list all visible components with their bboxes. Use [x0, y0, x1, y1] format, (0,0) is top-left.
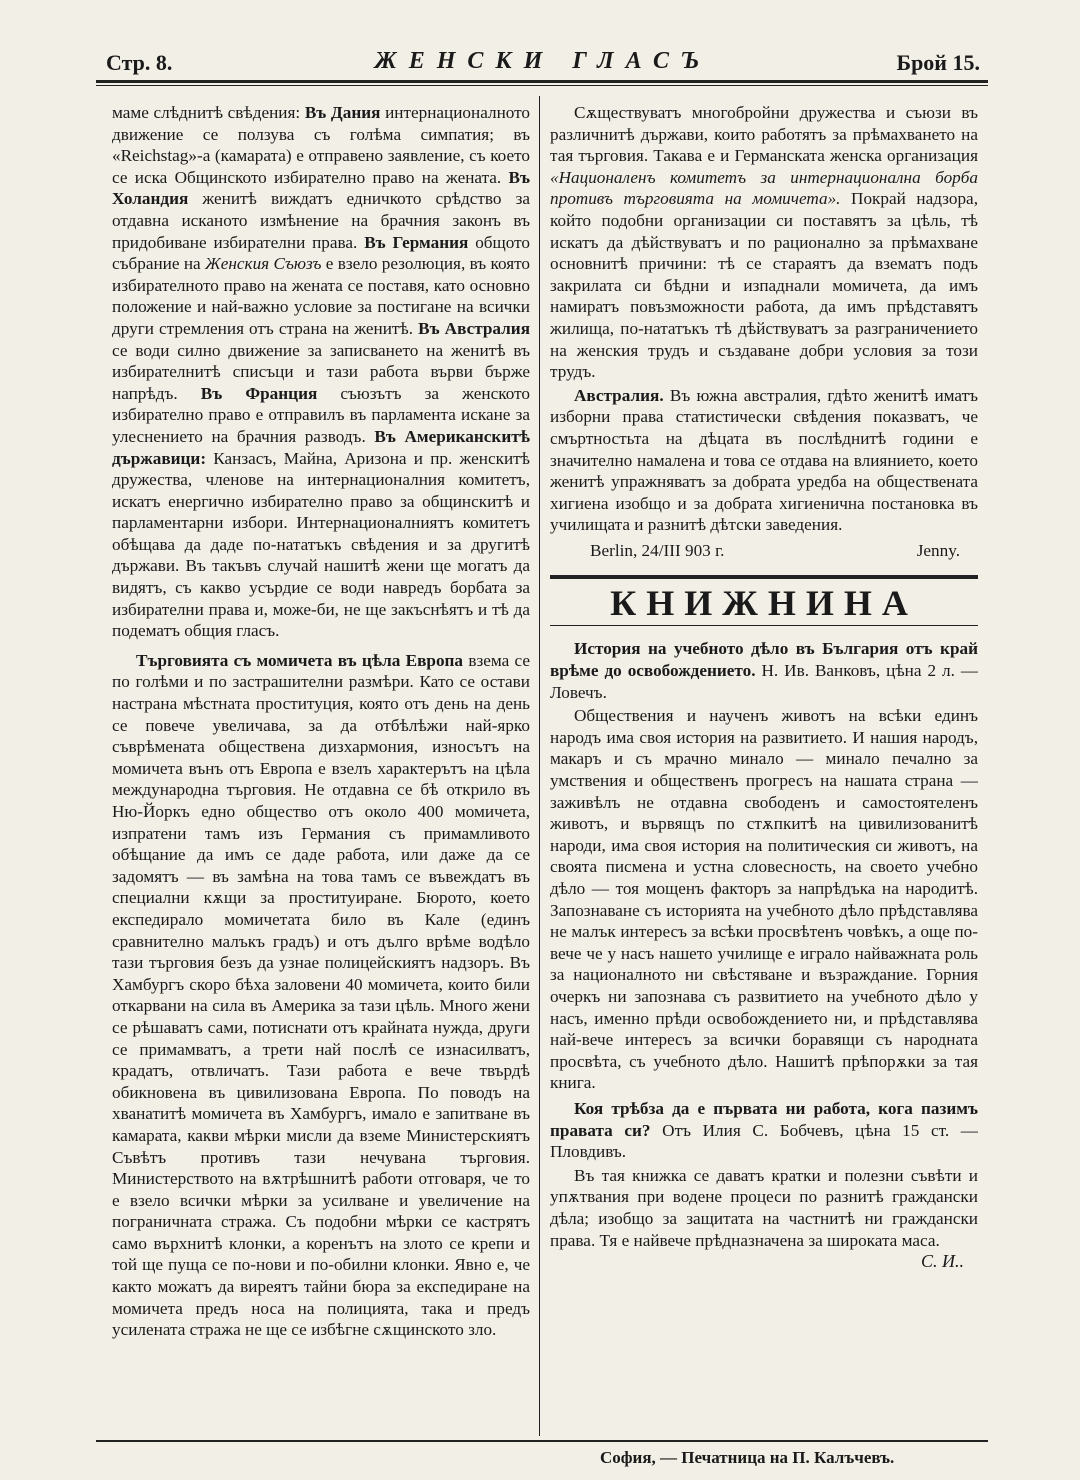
printer-imprint: София, — Печатница на П. Калъчевъ. [600, 1448, 895, 1467]
country-label-australia: Въ Австралия [418, 318, 530, 338]
text-run: се води силно движение за записването на женитѣ въ избирателнитѣ списъци и тази работа върви бърже напрѣдъ. [112, 340, 530, 403]
book-title: Коя трѣбза да е първата ни работа, кога пазимъ правата си? [550, 1098, 978, 1140]
text-run: Канзасъ, Майна, Аризона и пр. женскитѣ дружества, членове на интернационалния комитетъ, искатъ енергично избирателно право за общинскитѣ и парламентарни избори. Интернационалниятъ комитетъ обѣщава да даде по-нататъкъ свѣдения и за другитѣ държави. Въ такъвъ случай нашитѣ жени ще могатъ да видятъ, съ какво усърдие се води навредъ борбата за избирателни права и, може-би, не ще закъснѣятъ и тѣ да подематъ общия гласъ. [112, 448, 530, 641]
country-label-france: Въ Франция [200, 383, 318, 403]
text-run: маме слѣднитѣ свѣдения: [112, 103, 301, 122]
dateline: Berlin, 24/III 903 г. [590, 540, 725, 560]
text-run: е взело резолюция, въ която избирателното право на жената се поставя, като основно положение и най-важно условие за постигане на всички други стремления отъ страна на женитѣ. [112, 254, 530, 338]
column-divider [539, 96, 540, 1436]
text-run: съюзътъ за женското избирателно право е отправилъ въ парламента искане за улеснението на брачния разводъ. [112, 383, 530, 446]
paragraph-organisations [550, 102, 978, 383]
issue-number: Брой 15. [896, 50, 980, 75]
header-rule [96, 80, 988, 83]
text-run: женитѣ виждатъ едничкото срѣдство за отдавна исканото измѣнение на брачния законъ въ придобиване избирателни права. [112, 189, 530, 252]
book-review-2-text: Въ тая книжка се даватъ кратки и полезни съвѣти и упѫтвания при водене процеси по разнитѣ граждански дѣла; изобщо за защитата на частнитѣ ни граждански права. Тя е найвече прѣдназначена за широката маса. [550, 1165, 978, 1250]
text-run: Сѫществуватъ многобройни дружества и съюзи въ различнитѣ държави, които работятъ за прѣмахването на тая търговия. Такава е и Германската женска организация [550, 103, 978, 166]
organisation-name: «Националенъ комитетъ за интернационална борба противъ търговията на момичета». [550, 167, 978, 209]
text-run: взема се по голѣми и по застрашителни размѣри. Като се остави настрана мѣстната проституция, която отъ день на день се повече увеличава, за да отбѣлѣжи най-ярко съврѣмената обществена дизхармония, износътъ на момичета вънъ отъ Европа е взелъ характерътъ на цѣла международна търговия. Не отдавна се бѣ открило въ Ню-Йоркъ едно общество отъ около 400 момичета, изпратени тамъ изъ Германия съ примамливото обѣщание да имъ се даде работа, или даже да се задомятъ — въ замѣна на това тамъ се въвеждатъ въ специални кѫщи за проституиране. Бюрото, което експедирало момичетата било въ Кале (единъ сравнително малъкъ градъ) и отъ дълго врѣме водѣло тази търговия безъ да узнае полицейскиятъ надзоръ. Въ Хамбургъ скоро бѣха заловени 40 момичета, които били откарвани на сила въ Америка за тази цѣль. Много жени се рѣшаватъ сами, потиснати отъ крайната нужда, други се примамватъ, а трети най послѣ се изнасилватъ, крадатъ, отвличатъ. Тази работа е вече твърдѣ обикновена въ цивилизована Европа. По поводъ на хванатитѣ момичета въ Хамбургъ, имало е запитване въ камарата, какви мѣрки мисли да вземе Министерскиятъ Съвѣтъ противъ тази нечувана търговия. Министерството на вѫтрѣшнитѣ работи отговаря, че то е взело всички мѣрки за усилване и увеличение на пограничната стража. Съ подобни мѣрки се кастрятъ само върхнитѣ клонки, а коренътъ на злото се крепи и той ще пуща се по-нови и по-обилни клонки. Явно е, че както можатъ да виреятъ тайни бюра за експедиране на момичета предъ носа на полицията, така и предъ усилената стража не ще се избѣгне сѫщинското зло. [112, 650, 530, 1340]
country-label-america: Въ Американскитѣ държавици: [112, 426, 530, 468]
paragraph-suffrage-news [112, 102, 530, 642]
book-review-1 [550, 638, 978, 703]
country-label-australia: Австралия. [574, 385, 664, 405]
country-label-germany: Въ Германия [364, 232, 469, 252]
text-run: Покрай надзора, който подобни организации си поставятъ за цѣль, тѣ искатъ да дѣйствуватъ и по рационално за прѣмахване основнитѣ причини: тѣ се стараятъ да взематъ подъ закрилата си бѣдни и изпаднали момичета, да имъ намиратъ повъзможности работа, да имъ прѣдставятъ жилища, по-нататъкъ тѣ дѣйствуватъ за разграничението на женския трудъ и създаване добри условия за този трудъ. [550, 189, 978, 382]
left-column [112, 102, 530, 1440]
author-name: Jenny. [916, 540, 960, 560]
book-meta: Н. Ив. Ванковъ, цѣна 2 л. — Ловечъ. [550, 661, 978, 702]
country-label-holland: Въ Холандия [112, 167, 530, 209]
book-meta: Отъ Илия С. Бобчевъ, цѣна 15 ст. — Пловдивъ. [550, 1120, 978, 1162]
book-review-1-text: Обществения и наученъ животъ на всѣки единъ народъ има своя история на развитието. И нашия народъ, макаръ и съ мрачно минало — минало печално за умствения и общественъ прогресъ на нашата страна — заживѣлъ не отдавна свободенъ и самостоятеленъ животъ, и вървящъ по стѫпкитѣ на цивилизованитѣ народи, има своя история на политическия си животъ, на своята писмена и устна словесность, на своето учебно дѣло — тоя мощенъ факторъ за напрѣдъка на народитѣ. Запознаване съ историята на учебното дѣло прѣдставлява не малък интересъ за всѣки просвѣтенъ човѣкъ, а още по-вече че у насъ нашето училище е играло найважната роль за националното ни свѣстяване и възраждание. Горния очеркъ ни запознава съ развитието на учебното дѣло у насъ, именно прѣди освобождението ни, и прѣдставлява най-вече интересъ за всички боравящи съ народната просвѣта, съ учебното дѣло. Нашитѣ прѣпорѫки за тая книга. [550, 706, 978, 1093]
organisation-name: Женския Съюзъ [205, 254, 322, 274]
masthead-title: ЖЕНСКИ ГЛАСЪ [374, 48, 712, 74]
article-heading-trafficking: Търговията съ момичета въ цѣла Европа [136, 650, 464, 670]
text-run: интернационалното движение се ползува съ голѣма симпатия; въ «Reichstag»-а (камарата) е отправено заявление, съ което се иска Общинското избирателно право на жената. [112, 103, 530, 187]
reviewer-initials: С. И.. [920, 1251, 964, 1272]
book-title: История на учебното дѣло въ България отъ край врѣме до освобождението. [550, 639, 978, 681]
correspondent-signature [550, 536, 978, 562]
right-column [550, 102, 978, 1440]
page-number: Стр. 8. [106, 50, 173, 75]
page-header [98, 48, 988, 78]
header-rule-thin [96, 85, 988, 86]
section-heading: КНИЖНИНА [550, 575, 978, 626]
footer-rule [96, 1440, 988, 1442]
text-run: общото събрание на [112, 232, 530, 274]
book-review-2 [550, 1098, 978, 1163]
paragraph-australia [550, 385, 978, 536]
country-label-denmark: Въ Дания [304, 103, 381, 122]
text-run: Въ южна австралия, гдѣто женитѣ иматъ изборни права статистически свѣдения показватъ, че смъртностьта на дѣцата въ послѣднитѣ години е значително намалена и това се отдава на влиянието, което женитѣ упражняватъ за добрата уредба на обществената хигиена изобщо и за добрата хигиенична постановка въ училищата и разнитѣ дѣтски заведения. [550, 385, 978, 535]
paragraph-trafficking [112, 650, 530, 1341]
